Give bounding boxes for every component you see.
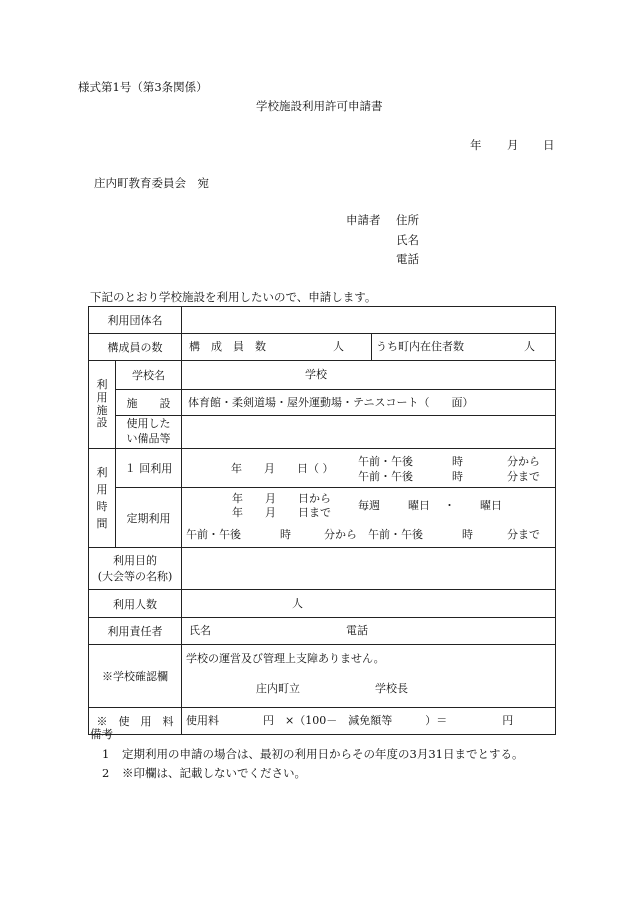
remarks-item-1: 定期利用の申請の場合は、最初の利用日からその年度の3月31日までとする。 [122, 747, 524, 761]
local-members-unit: 人 [524, 340, 535, 353]
facility-group-text: 利用施設 [96, 377, 108, 430]
school-name-label: 学校名 [116, 361, 182, 390]
facility-group-label [89, 361, 116, 449]
school-confirm-text: 学校の運営及び管理上支障ありません。 [186, 652, 385, 665]
time-group-text: 利用時間 [96, 465, 108, 531]
remarks-item-2: ※印欄は、記載しないでください。 [122, 766, 306, 780]
date-day: 日 [543, 138, 555, 152]
periodic-hour-from: 時 [280, 528, 291, 541]
facility-options: 体育館・柔剣道場・屋外運動場・テニスコート（ 面） [188, 396, 474, 409]
row-facility [89, 390, 556, 416]
applicant-address: 住所 [396, 213, 419, 227]
remarks-item-1-no: 1 [102, 747, 110, 761]
intro-text: 下記のとおり学校施設を利用したいので、申請します。 [90, 290, 377, 304]
row-purpose [89, 548, 556, 590]
school-principal: 学校長 [375, 682, 408, 695]
fee-label: ※ 使 用 料 [89, 708, 182, 735]
remarks-item-2-no: 2 [102, 766, 110, 780]
facility-field[interactable] [182, 390, 556, 416]
local-members-field[interactable] [372, 334, 556, 361]
row-single-use [89, 449, 556, 488]
page-title: 学校施設利用許可申請書 [256, 99, 383, 113]
equipment-label-2: い備品等 [126, 432, 171, 445]
school-name-field[interactable] [182, 361, 556, 390]
periodic-field[interactable] [182, 488, 556, 548]
applicant-label: 申請者 [346, 213, 381, 227]
weekday-dot: ・ [444, 499, 455, 512]
members-unit: 人 [333, 340, 344, 353]
row-equipment [89, 416, 556, 449]
applicant-phone: 電話 [396, 252, 419, 266]
equipment-field[interactable] [182, 416, 556, 449]
purpose-label [89, 548, 182, 590]
row-fee [89, 708, 556, 735]
periodic-ampm-to: 午前・午後 [368, 528, 423, 541]
date-year: 年 [470, 138, 482, 152]
fee-field [182, 708, 556, 735]
row-members [89, 334, 556, 361]
people-label: 利用人数 [89, 590, 182, 618]
time-group-label [89, 449, 116, 548]
addressee: 庄内町教育委員会 宛 [94, 176, 209, 190]
single-hour-to: 時 [452, 470, 463, 483]
row-periodic [89, 488, 556, 548]
periodic-label: 定期利用 [116, 488, 182, 548]
period-from: 年 月 日から [232, 492, 331, 505]
school-town: 庄内町立 [256, 682, 300, 695]
form-number: 様式第1号（第3条関係） [78, 80, 208, 94]
row-people [89, 590, 556, 618]
school-confirm-field [182, 645, 556, 708]
single-use-label: １ 回利用 [116, 449, 182, 488]
members-label: 構成員の数 [89, 334, 182, 361]
single-ampm-from: 午前・午後 [358, 455, 413, 468]
single-min-from: 分から [507, 455, 540, 468]
row-school-confirm [89, 645, 556, 708]
people-field[interactable] [182, 590, 556, 618]
school-suffix: 学校 [305, 368, 327, 381]
org-name-label: 利用団体名 [89, 307, 182, 334]
equipment-label [116, 416, 182, 449]
weekly-label: 毎週 [358, 499, 380, 512]
equipment-label-1: 使用した [126, 417, 171, 431]
row-school-name [89, 361, 556, 390]
date-month: 月 [507, 138, 519, 152]
remarks-title: 備考 [90, 727, 113, 741]
facility-label: 施 設 [116, 390, 182, 416]
manager-label: 利用責任者 [89, 618, 182, 645]
periodic-min-from: 分から [324, 528, 357, 541]
single-use-field[interactable] [182, 449, 556, 488]
school-confirm-label: ※学校確認欄 [89, 645, 182, 708]
members-count-field[interactable] [182, 334, 372, 361]
single-hour-from: 時 [452, 455, 463, 468]
manager-name-label: 氏名 [189, 624, 211, 637]
period-to: 年 月 日まで [232, 506, 331, 519]
row-org-name [89, 307, 556, 334]
weekday-2: 曜日 [480, 499, 502, 512]
single-ampm-to: 午前・午後 [358, 470, 413, 483]
row-manager [89, 618, 556, 645]
purpose-field[interactable] [182, 548, 556, 590]
purpose-label-2: (大会等の名称) [97, 569, 173, 583]
manager-phone-label: 電話 [346, 624, 368, 637]
fee-text: 使用料 円 ×（100－ 減免額等 ）＝ 円 [186, 714, 514, 727]
periodic-ampm-from: 午前・午後 [186, 528, 241, 541]
manager-field[interactable] [182, 618, 556, 645]
application-table [88, 306, 556, 735]
single-min-to: 分まで [507, 470, 540, 483]
single-date: 年 月 日（ ） [231, 462, 334, 475]
members-count-label: 構 成 員 数 [189, 340, 266, 353]
periodic-hour-to: 時 [462, 528, 473, 541]
people-unit: 人 [292, 597, 303, 610]
org-name-field[interactable] [182, 307, 556, 334]
applicant-name: 氏名 [396, 233, 419, 247]
periodic-min-to: 分まで [507, 528, 540, 541]
weekday-1: 曜日 [408, 499, 430, 512]
purpose-label-1: 利用目的 [113, 554, 157, 568]
local-members-label: うち町内在住者数 [376, 340, 464, 353]
